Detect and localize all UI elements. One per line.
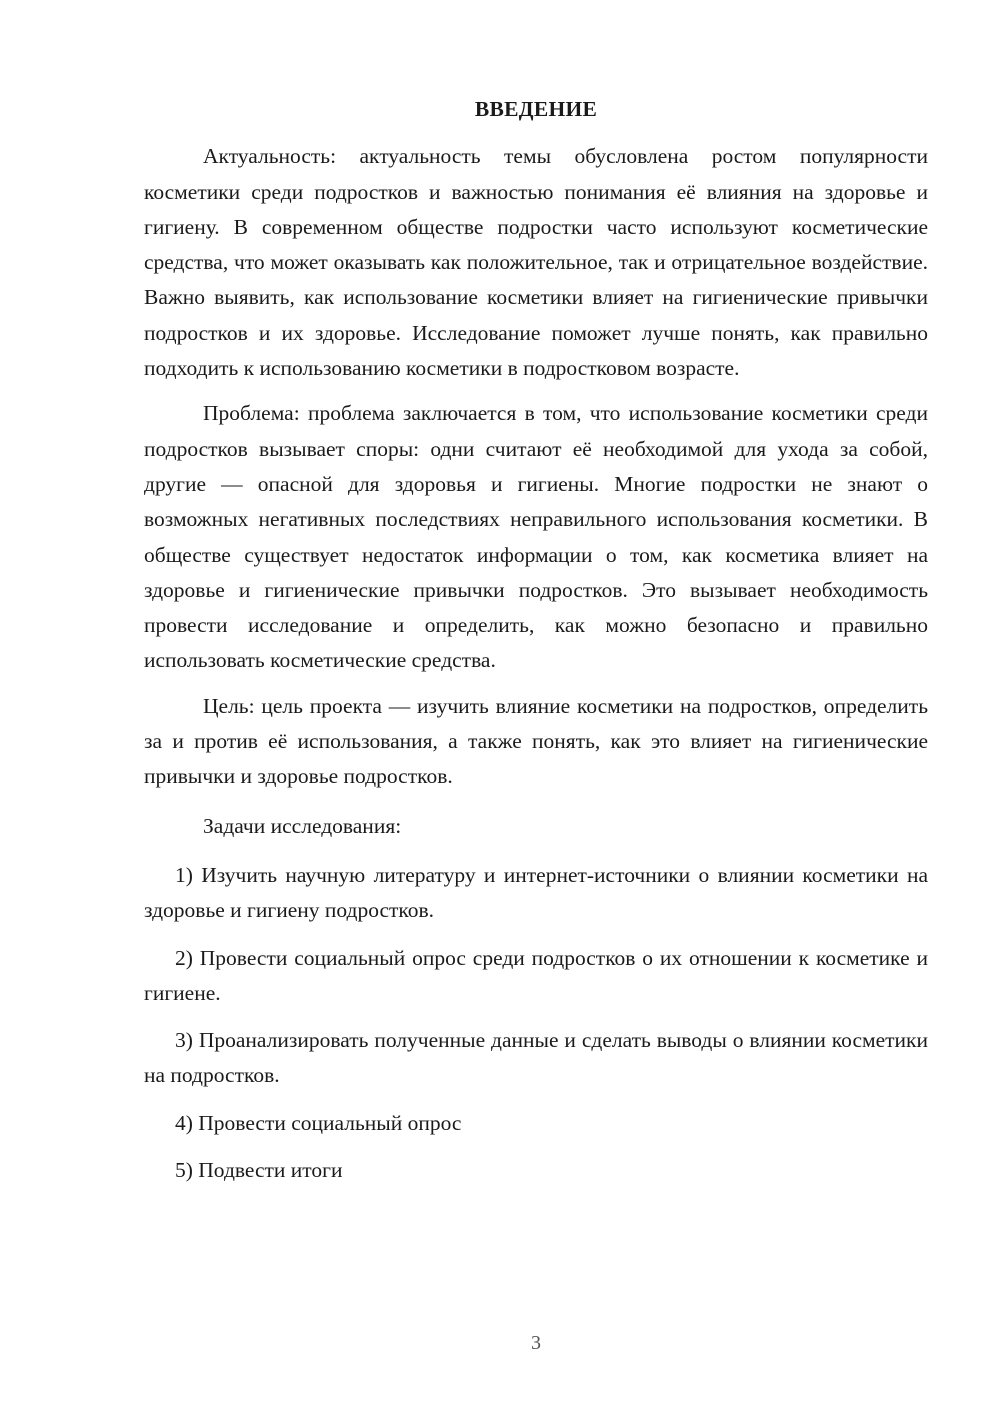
paragraph-goal: Цель: цель проекта — изучить влияние косметики на подростков, определить за и против её использования, а также понять, как это влияет на гигиенические привычки и здоровье подростков.	[144, 693, 928, 789]
paragraph-relevance: Актуальность: актуальность темы обусловлена ростом популярности косметики среди подростков и важностью понимания её влияния на здоровье и гигиену. В современном обществе подростки часто используют косметические средства, что может оказывать как положительное, так и отрицательное воздействие. Важно выявить, как использование косметики влияет на гигиенические привычки подростков и их здоровье. Исследование поможет лучше понять, как правильно подходить к использованию косметики в подростковом возрасте.	[144, 144, 928, 381]
task-item-4: 4) Провести социальный опрос	[175, 1110, 462, 1135]
tasks-heading: Задачи исследования:	[203, 813, 402, 838]
task-item-1: 1) Изучить научную литературу и интернет-источники о влиянии косметики на здоровье и гигиену подростков.	[144, 862, 928, 923]
task-item-2: 2) Провести социальный опрос среди подростков о их отношении к косметике и гигиене.	[144, 945, 928, 1005]
task-item-5: 5) Подвести итоги	[175, 1158, 343, 1183]
page-number: 3	[531, 1332, 541, 1354]
paragraph-problem: Проблема: проблема заключается в том, что использование косметики среди подростков вызывает споры: одни считают её необходимой для ухода за собой, другие — опасной для здоровья и гигиены. Многие подростки не знают о возможных негативных последствиях неправильного использования косметики. В обществе существует недостаток информации о том, как косметика влияет на здоровье и гигиенические привычки подростков. Это вызывает необходимость провести исследование и определить, как можно безопасно и правильно использовать косметические средства.	[144, 401, 928, 673]
task-item-3: 3) Проанализировать полученные данные и сделать выводы о влиянии косметики на подростков.	[144, 1028, 928, 1088]
document-page	[144, 92, 928, 1200]
section-heading: ВВЕДЕНИЕ	[474, 97, 598, 121]
